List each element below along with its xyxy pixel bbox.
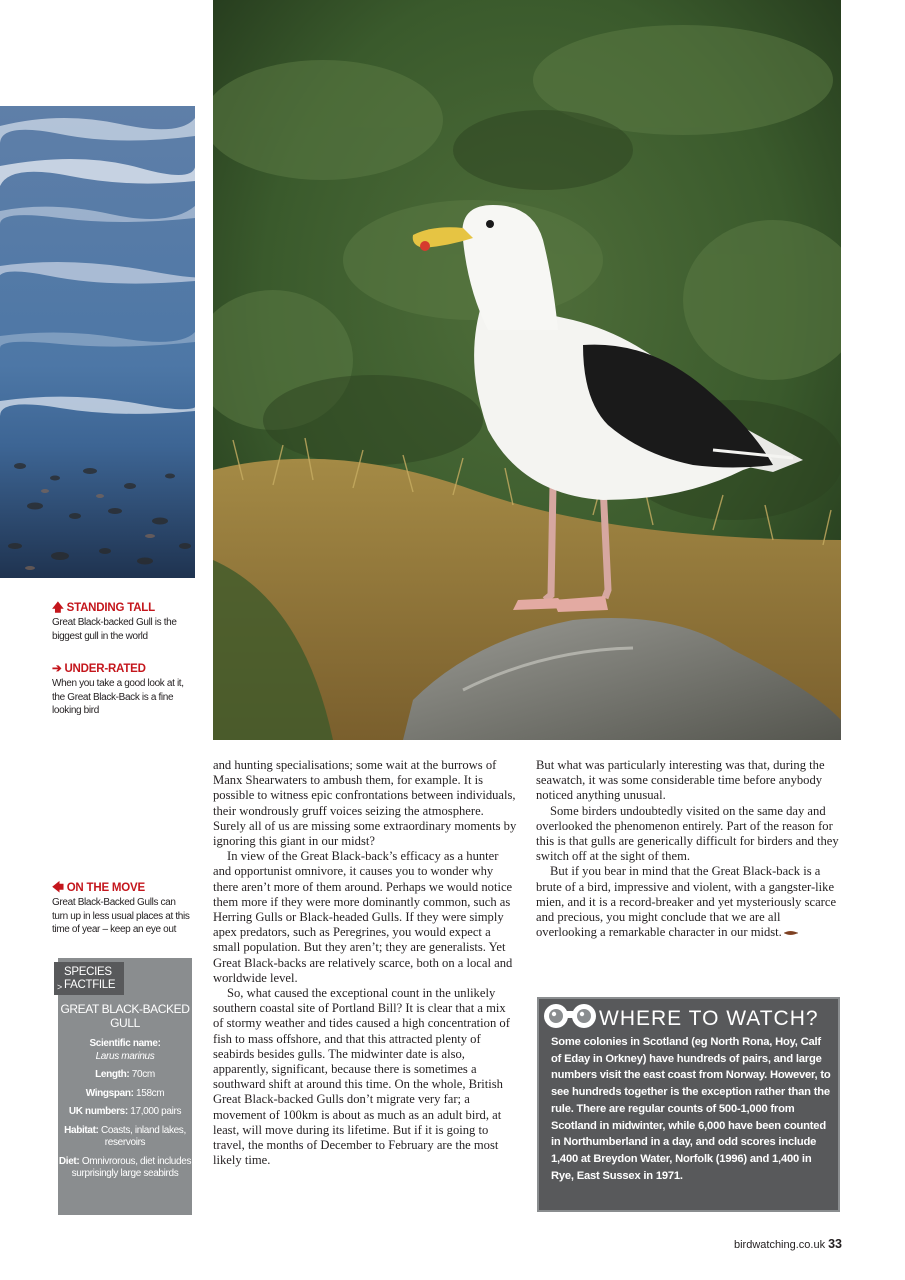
factfile-tab	[54, 962, 124, 995]
factfile-row	[58, 1125, 192, 1150]
caption-text: Great Black-backed Gull is the biggest gull in the world	[52, 617, 177, 642]
factfile-value: 17,000 pairs	[130, 1106, 182, 1117]
caption-heading: STANDING TALL	[66, 602, 155, 614]
factfile-value: Larus marinus	[95, 1050, 155, 1062]
factfile-value: Coasts, inland lakes, reservoirs	[100, 1124, 186, 1148]
chevron-right-icon: >	[57, 982, 62, 992]
arrow-right-icon: ➔	[52, 663, 62, 675]
factfile-row	[58, 1069, 192, 1082]
caption-text: When you take a good look at it, the Great Black-Back is a fine looking bird	[52, 678, 184, 716]
factfile-value: 70cm	[131, 1069, 155, 1080]
sea-photo	[0, 106, 195, 578]
gull-photo	[213, 0, 841, 740]
factfile-label: Diet:	[58, 1155, 80, 1167]
article-paragraph: So, what caused the exceptional count in the unlikely southern coastal site of Portland Bill? It is clear that a mix of stormy weather and tides caused a high concentration of fish to mass offshore, and that this attracted plenty of seabirds besides gulls. The midwinter date is also, apparently, significant, because there is sometimes a southward shift at around this time. On the whole, British Great Black-backed Gulls don’t migrate very far; a movement of 100km is about as much as an adult bird, at least, will move during its lifetime. But if it is going to travel, the months of December to February are the most likely time.	[213, 986, 510, 1168]
caption-standing-tall	[52, 601, 192, 643]
feather-end-icon	[784, 929, 798, 937]
factfile-label: Scientific name:	[89, 1038, 161, 1049]
factfile-row	[58, 1088, 192, 1101]
caption-heading: UNDER-RATED	[64, 663, 146, 675]
where-to-watch-text: Some colonies in Scotland (eg North Rona, Hoy, Calf of Eday in Orkney) have hundreds of pairs, and large numbers visit the east coast from Norway. However, to see hundreds together is the exception rather than the rule. There are regular counts of 500-1,000 from Scotland in midwinter, while 6,000 have been counted in Northumberland in a day, and odd scores include 1,400 at Breydon Water, Norfolk (1996) and 1,400 in Rye, East Sussex in 1971.	[551, 1036, 831, 1182]
factfile-label: Wingspan:	[85, 1087, 134, 1099]
arrow-up-icon: 🡅	[52, 602, 64, 614]
caption-on-the-move	[52, 881, 192, 937]
article-column-1	[213, 758, 518, 1168]
page-number: 33	[828, 1237, 842, 1251]
factfile-rows	[58, 1038, 192, 1187]
caption-heading: ON THE MOVE	[66, 882, 145, 894]
factfile-row	[58, 1038, 192, 1063]
factfile-label: Length:	[95, 1069, 130, 1080]
factfile-value: Omnivrorous, diet includes surprisingly large seabirds	[71, 1155, 192, 1179]
where-to-watch-box	[537, 997, 840, 1212]
caption-under-rated	[52, 662, 192, 718]
article-paragraph: and hunting specialisations; some wait at the burrows of Manx Shearwaters to ambush them, for example. It is possible to witness epic confrontations between individuals, their wondrously gruff voices seizing the atmosphere. Surely all of us are missing some extraordinary moments by ignoring this giant in our midst?	[213, 758, 517, 849]
binoculars-icon	[542, 1001, 598, 1031]
factfile-value: 158cm	[136, 1087, 165, 1099]
footer-site: birdwatching.co.uk	[733, 1239, 826, 1251]
factfile-row	[58, 1106, 192, 1119]
article-paragraph: Some birders undoubtedly visited on the same day and overlooked the phenomenon entirely. Part of the reason for this is that gulls are generically difficult for birders and they switch off at the sight of them.	[536, 803, 839, 864]
where-to-watch-title: WHERE TO WATCH?	[599, 1007, 819, 1030]
article-paragraph: But what was particularly interesting was that, during the seawatch, it was some considerable time before anybody noticed anything unusual.	[536, 758, 825, 803]
article-paragraph: In view of the Great Black-back’s efficacy as a hunter and opportunist omnivore, it causes you to wonder why there aren’t more of them around. Perhaps we would notice them more if they were more dominantly common, such as Herring Gulls or Black-headed Gulls. If they were simply apex predators, such as Peregrines, you would expect a small population. But they aren’t; they are generalists. Yet Great Black-backs are relatively scarce, both on a local and worldwide level.	[213, 849, 513, 985]
factfile-tab-line2: FACTFILE	[64, 979, 116, 991]
article-paragraph: But if you bear in mind that the Great Black-back is a brute of a bird, impressive and violent, with a gangster-like mien, and it is a record-breaker and yet mysteriously scarce and precious, you might conclude that we are all overlooking a remarkable character in our midst.	[536, 864, 837, 940]
factfile-row	[58, 1156, 192, 1181]
caption-text: Great Black-Backed Gulls can turn up in less usual places at this time of year – keep an eye out	[52, 897, 190, 935]
factfile-label: Habitat:	[64, 1124, 99, 1136]
species-factfile	[58, 958, 192, 1215]
arrow-left-icon: 🡄	[52, 882, 64, 894]
factfile-label: UK numbers:	[68, 1106, 128, 1117]
factfile-title: GREAT BLACK-BACKED GULL	[60, 1002, 190, 1030]
article-column-2	[536, 758, 841, 940]
factfile-tab-line1: SPECIES	[64, 966, 112, 978]
page-footer	[734, 1237, 842, 1251]
